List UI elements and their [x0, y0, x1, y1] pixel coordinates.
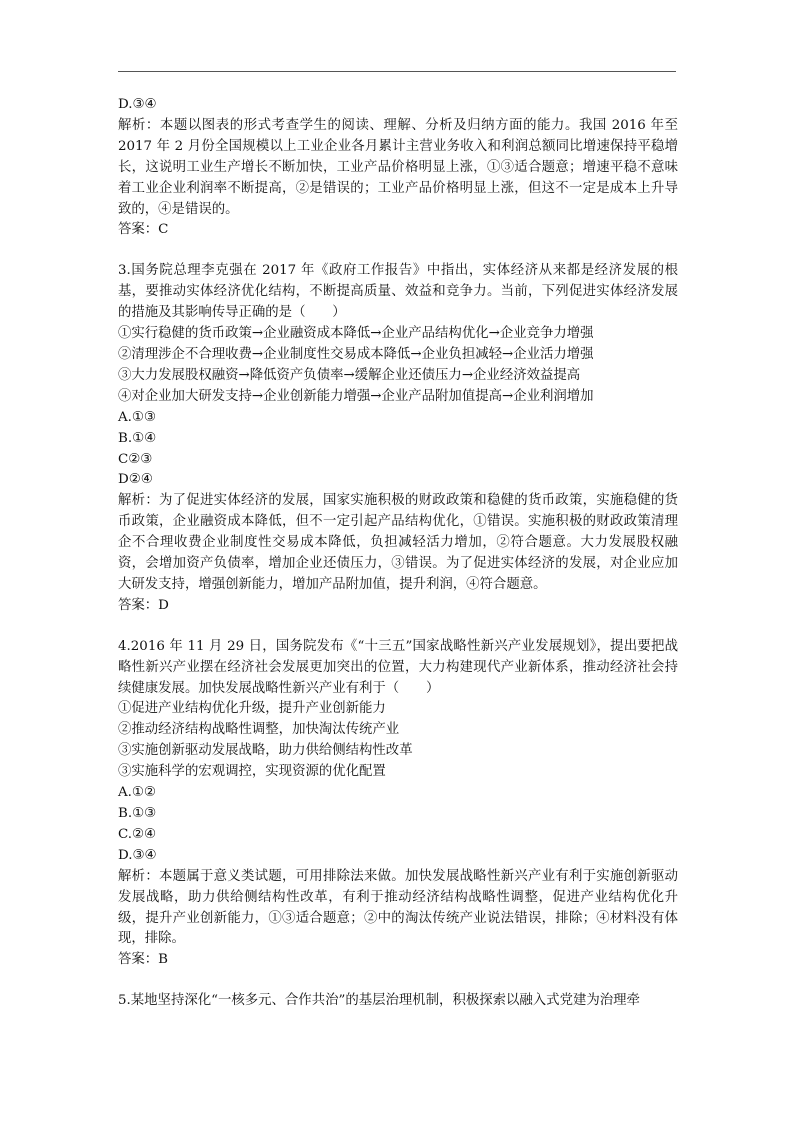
q4-analysis: 解析：本题属于意义类试题，可用排除法来做。加快发展战略性新兴产业有利于实施创新驱动发展战略，助力供给侧结构性改革，有利于推动经济结构战略性调整，促进产业结构优化升级，提升产业创新能力，①③适合题意；②中的淘汰传统产业说法错误，排除；④材料没有体现，排除。 — [118, 868, 678, 947]
q5-stem: 5.某地坚持深化“一核多元、合作共治”的基层治理机制，积极探索以融入式党建为治理牵 — [118, 993, 640, 1009]
q3-stem: 3.国务院总理李克强在 2017 年《政府工作报告》中指出，实体经济从来都是经济发展的根基，要推动实体经济优化结构，不断提高质量、效益和竞争力。当前，下列促进实体经济发展的措施及其影响传导正确的是（ ） — [118, 263, 678, 321]
q4-item-2: ②推动经济结构战略性调整，加快淘汰传统产业 — [118, 722, 400, 738]
q4-item-4: ③实施科学的宏观调控，实现资源的优化配置 — [118, 764, 386, 780]
q3-analysis: 解析：为了促进实体经济的发展，国家实施积极的财政政策和稳健的货币政策，实施稳健的货币政策，企业融资成本降低，但不一定引起产品结构优化，①错误。实施积极的财政政策清理企不合理收费企业制度性交易成本降低，负担减轻活力增加，②符合题意。大力发展股权融资，会增加资产负债率，增加企业还债压力，③错误。为了促进实体经济的发展，对企业应加大研发支持，增强创新能力，增加产品附加值，提升利润，④符合题意。 — [118, 493, 678, 592]
q4-answer: 答案：B — [118, 952, 169, 968]
q4-option-b: B.①③ — [118, 806, 157, 821]
q4-option-c: C.②④ — [118, 826, 157, 842]
q2-answer: 答案：C — [118, 222, 169, 238]
q3-option-a: A.①③ — [118, 409, 156, 425]
q2-analysis: 解析：本题以图表的形式考查学生的阅读、理解、分析及归纳方面的能力。我国 2016 年至 2017 年 2 月份全国规模以上工业企业各月累计主营业务收入和利润总额同比增速保持平稳增长，这说明工业生产增长不断加快，工业产品价格明显上涨，①③适合题意；增速平稳不意味着工业企业利润率不断提高，②是错误的；工业产品价格明显上涨，但这不一定是成本上升导致的，④是错误的。 — [118, 117, 678, 217]
q3-answer: 答案：D — [118, 597, 169, 613]
q4-option-a: A.①② — [118, 785, 156, 801]
q4-option-d: D.③④ — [118, 847, 157, 863]
q2-option-d: D.③④ — [118, 97, 157, 112]
q4-item-1: ①促进产业结构优化升级，提升产业创新能力 — [118, 701, 386, 717]
q3-option-d: D②④ — [118, 472, 153, 488]
q3-item-2: ②清理涉企不合理收费→企业制度性交易成本降低→企业负担减轻→企业活力增强 — [118, 346, 594, 362]
document-body — [118, 95, 678, 1012]
q3-option-b: B.①④ — [118, 430, 157, 446]
header-rule — [118, 71, 676, 72]
q4-item-3: ③实施创新驱动发展战略，助力供给侧结构性改革 — [118, 743, 413, 759]
q4-stem: 4.2016 年 11 月 29 日，国务院发布《“十三五”国家战略性新兴产业发展规划》，提出要把战略性新兴产业摆在经济社会发展更加突出的位置，大力构建现代产业新体系，推动经济社会持续健康发展。加快发展战略性新兴产业有利于（ ） — [118, 638, 678, 696]
q3-item-1: ①实行稳健的货币政策→企业融资成本降低→企业产品结构优化→企业竞争力增强 — [118, 326, 594, 342]
q3-item-4: ④对企业加大研发支持→企业创新能力增强→企业产品附加值提高→企业利润增加 — [118, 388, 594, 404]
q3-item-3: ③大力发展股权融资→降低资产负债率→缓解企业还债压力→企业经济效益提高 — [118, 367, 581, 383]
q3-option-c: C②③ — [118, 451, 153, 467]
